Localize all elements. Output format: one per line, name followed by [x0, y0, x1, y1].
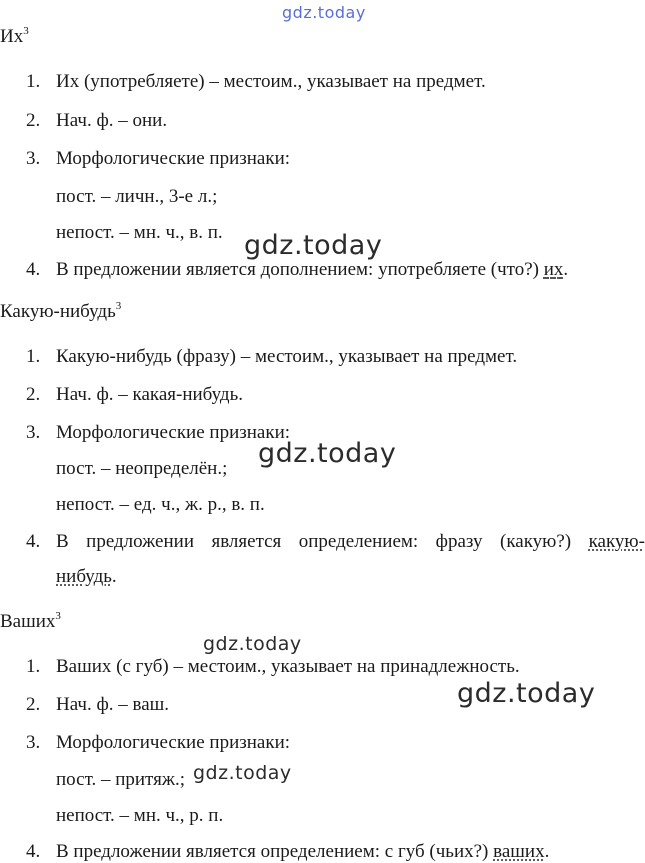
variable-features: непост. – ед. ч., ж. р., в. п. [56, 494, 265, 515]
list-item: 1. Ваших (с губ) – местоим., указывает на принадлежность. [26, 656, 520, 677]
list-item: 3. Морфологические признаки: [26, 422, 291, 443]
list-item-continuation: нибудь. [56, 566, 117, 587]
list-item: 2. Нач. ф. – ваш. [26, 694, 170, 715]
list-item: 1. Какую-нибудь (фразу) – местоим., указывает на предмет. [26, 346, 518, 367]
list-item: 4. В предложении является дополнением: употребляете (что?) их. [26, 259, 569, 280]
section-heading: Какую-нибудь$^3$ [0, 300, 122, 322]
constant-features: пост. – неопределён.; [56, 458, 228, 479]
list-item: 2. Нач. ф. – они. [26, 110, 168, 131]
watermark: gdz.today [258, 438, 397, 469]
variable-features: непост. – мн. ч., в. п. [56, 222, 223, 243]
watermark: gdz.today [244, 230, 383, 261]
watermark-top: gdz.today [282, 3, 366, 22]
underlined-word: какую- [588, 531, 645, 552]
watermark: gdz.today [457, 678, 596, 709]
list-item: 2. Нач. ф. – какая-нибудь. [26, 384, 243, 405]
list-item: 3. Морфологические признаки: [26, 732, 291, 753]
section-heading: Ваших$^3$ [0, 610, 61, 632]
underlined-word: их [543, 259, 564, 280]
watermark: gdz.today [203, 633, 302, 655]
constant-features: пост. – личн., 3-е л.; [56, 186, 218, 207]
list-item: В предложении является определением: фразу (какую?) какую- [56, 531, 645, 552]
watermark: gdz.today [193, 762, 292, 784]
underlined-word: нибудь [56, 566, 112, 587]
section-heading: $Их^3$ [0, 25, 29, 47]
variable-features: непост. – мн. ч., р. п. [56, 805, 224, 826]
list-item: 4. В предложении является определением: с губ (чьих?) ваших. [26, 841, 550, 862]
list-item: 3. Морфологические признаки: [26, 148, 291, 169]
list-item: 1. Их (употребляете) – местоим., указывает на предмет. [26, 71, 486, 92]
list-item-number: 4. [26, 531, 41, 552]
underlined-word: ваших [493, 841, 545, 862]
constant-features: пост. – притяж.; [56, 769, 185, 790]
